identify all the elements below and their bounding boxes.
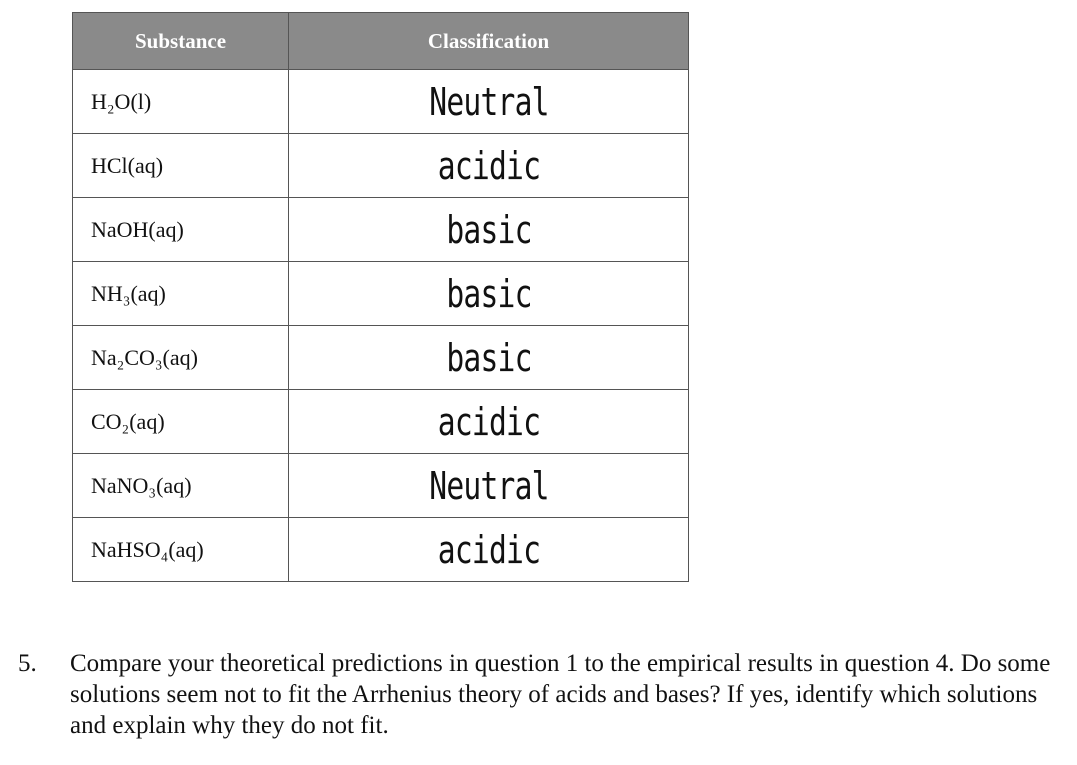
table-row xyxy=(73,134,689,198)
handwritten-classification: Neutral xyxy=(333,70,645,134)
handwritten-classification: acidic xyxy=(333,518,645,582)
table-row xyxy=(73,198,689,262)
question-number: 5. xyxy=(18,650,37,677)
substance-cell: H₂O(l) xyxy=(73,70,289,134)
table-row xyxy=(73,70,689,134)
substance-cell: NaHSO₄(aq) xyxy=(73,518,289,582)
substance-cell: NaOH(aq) xyxy=(73,198,289,262)
table-row xyxy=(73,454,689,518)
header-substance: Substance xyxy=(73,13,289,70)
handwritten-classification: basic xyxy=(333,326,645,390)
table-row xyxy=(73,390,689,454)
table-row xyxy=(73,518,689,582)
table-header-row xyxy=(73,13,689,70)
handwritten-classification: acidic xyxy=(333,134,645,198)
substance-cell: Na₂CO₃(aq) xyxy=(73,326,289,390)
handwritten-classification: acidic xyxy=(333,390,645,454)
substance-cell: NH₃(aq) xyxy=(73,262,289,326)
table-row xyxy=(73,326,689,390)
table-row xyxy=(73,262,689,326)
question-text: Compare your theoretical predictions in question 1 to the empirical results in question 4. Do some solutions seem not to fit the Arrhenius theory of acids and bases? If yes, identify which solutions and explain why they do not fit. xyxy=(70,650,1051,739)
handwritten-classification: basic xyxy=(333,262,645,326)
classification-table xyxy=(72,12,689,582)
substance-cell: NaNO₃(aq) xyxy=(73,454,289,518)
header-classification: Classification xyxy=(289,13,689,70)
substance-cell: CO₂(aq) xyxy=(73,390,289,454)
handwritten-classification: Neutral xyxy=(333,454,645,518)
handwritten-classification: basic xyxy=(333,198,645,262)
substance-cell: HCl(aq) xyxy=(73,134,289,198)
